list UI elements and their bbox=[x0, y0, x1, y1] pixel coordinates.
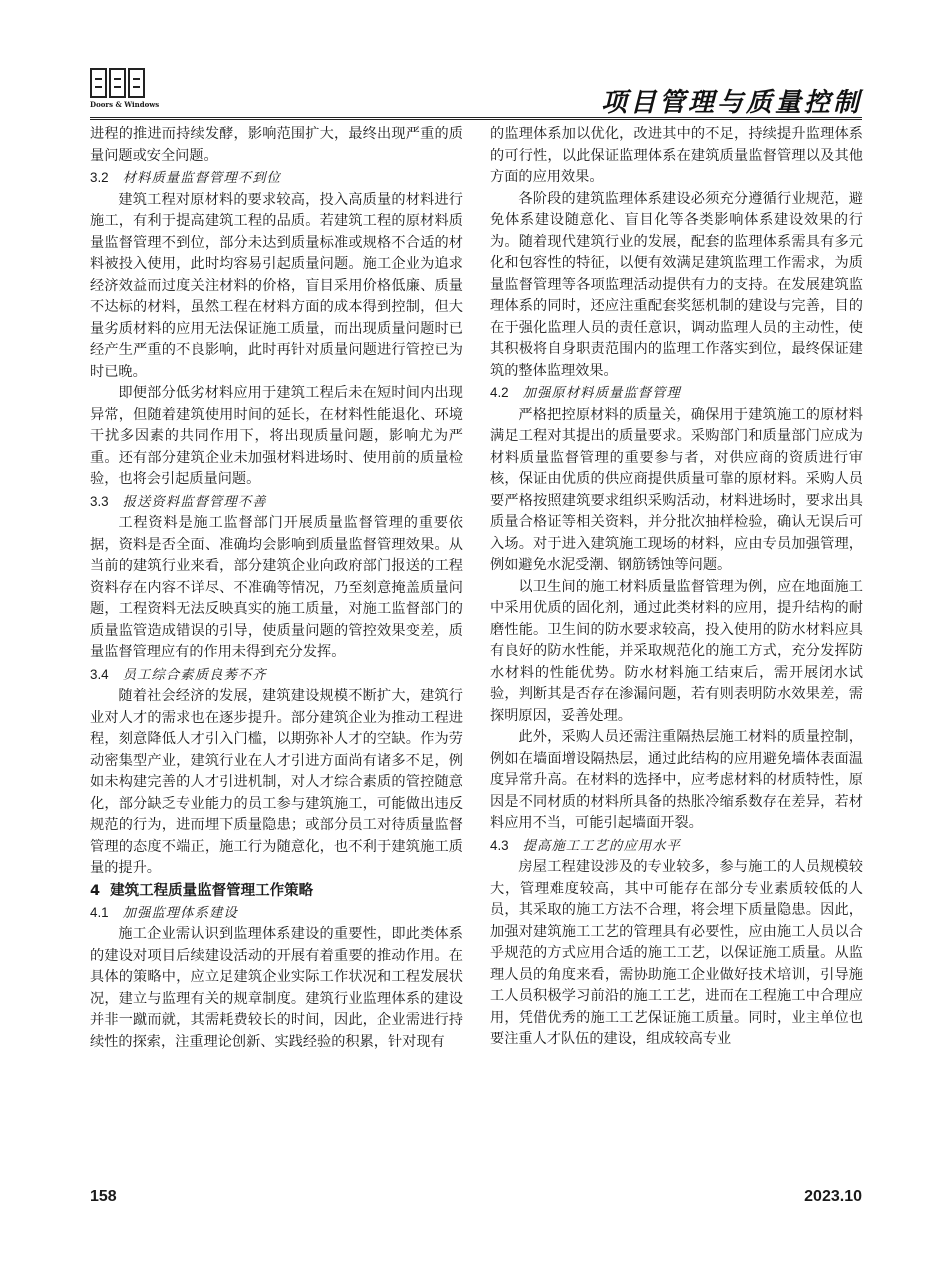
heading-title: 提高施工工艺的应用水平 bbox=[522, 838, 681, 854]
subsection-heading-4-3 bbox=[490, 835, 863, 858]
heading-number: 4.3 bbox=[490, 837, 509, 853]
paragraph: 施工企业需认识到监理体系建设的重要性，即此类体系的建设对项目后续建设活动的开展有着重要的推动作用。在具体的策略中，应立足建筑企业实际工作状况和工程发展状况，建立与监理有关的规章制度。建筑行业监理体系的建设并非一蹴而就，其需耗费较长的时间，因此，企业需进行持续性的探索，注重理论创新、实践经验的积累，针对现有 bbox=[90, 926, 463, 1050]
heading-number: 3.3 bbox=[90, 493, 109, 509]
paragraph: 随着社会经济的发展，建筑建设规模不断扩大，建筑行业对人才的需求也在逐步提升。部分建筑企业为推动工程进程，刻意降低人才引入门槛，以期弥补人才的空缺。作为劳动密集型产业，建筑行业在人才引进方面尚有诸多不足，例如未构建完善的人才引进机制，对人才综合素质的管控随意化，部分缺乏专业能力的员工参与建筑施工，可能做出违反规范的行为，进而埋下质量隐患；或部分员工对待质量监督管理的态度不端正，施工行为随意化，也不利于建筑施工质量的提升。 bbox=[90, 688, 463, 876]
paragraph: 严格把控原材料的质量关，确保用于建筑施工的原材料满足工程对其提出的质量要求。采购部门和质量部门应成为材料质量监督管理的重要参与者，对供应商的资质进行审核，保证由优质的供应商提供质量可靠的原材料。采购人员要严格按照建筑要求组织采购活动，材料进场时，要求出具质量合格证等相关资料，并分批次抽样检验，确认无误后可入场。对于进入建筑施工现场的材料，应由专员加强管理，例如避免水泥受潮、钢筋锈蚀等问题。 bbox=[490, 406, 863, 573]
heading-title: 材料质量监督管理不到位 bbox=[122, 171, 281, 186]
heading-number: 3.4 bbox=[90, 666, 109, 682]
heading-title: 员工综合素质良莠不齐 bbox=[122, 667, 267, 683]
heading-title: 加强原材料质量监督管理 bbox=[522, 386, 681, 401]
paragraph: 各阶段的建筑监理体系建设必须充分遵循行业规范，避免体系建设随意化、盲目化等各类影响体系建设效果的行为。随着现代建筑行业的发展，配套的监理体系需具有多元化和包容性的特征，以便有效满足建筑监理工作需求，为质量监督管理等各项监理活动提供有力的支持。在发展建筑监理体系的同时，还应注重配套奖惩机制的建设与完善，目的在于强化监理人员的责任意识，调动监理人员的主动性，使其积极将自身职责范围内的监理工作落实到位，最终保证建筑的整体监理效果。 bbox=[490, 190, 863, 379]
page-number: 158 bbox=[90, 1188, 117, 1205]
header-rule bbox=[90, 117, 862, 120]
subsection-heading-4-1 bbox=[90, 902, 463, 925]
paragraph: 建筑工程对原材料的要求较高，投入高质量的材料进行施工，有利于提高建筑工程的品质。若建筑工程的原材料质量监督管理不到位，部分未达到质量标准或规格不合适的材料被投入使用，此时均容易引起质量问题。施工企业为追求经济效益而过度关注材料的价格，盲目采用价格低廉、质量不达标的材料，虽然工程在材料方面的成本得到控制，但大量劣质材料的应用无法保证施工质量，而出现质量问题时已经产生严重的不良影响，此时再针对质量问题进行管控已为时已晚。 bbox=[90, 191, 463, 380]
heading-number: 3.2 bbox=[90, 170, 109, 185]
heading-number: 4.1 bbox=[90, 904, 109, 920]
section-title: 项目管理与质量控制 bbox=[600, 88, 862, 118]
subsection-heading-3-2 bbox=[90, 167, 463, 190]
paragraph: 工程资料是施工监督部门开展质量监督管理的重要依据，资料是否全面、准确均会影响到质量监督管理效果。从当前的建筑行业来看，部分建筑企业向政府部门报送的工程资料存在内容不详尽、不准确等情况，乃至刻意掩盖质量问题，工程资料无法反映真实的施工质量，对施工监督部门的质量监管造成错误的引导，使质量问题的管控效果变差，质量监督管理应有的作用未得到充分发挥。 bbox=[90, 515, 463, 660]
doors-windows-logo bbox=[90, 68, 170, 109]
section-heading-4 bbox=[90, 880, 463, 902]
heading-title: 报送资料监督管理不善 bbox=[122, 494, 267, 510]
paragraph: 以卫生间的施工材料质量监督管理为例，应在地面施工中采用优质的固化剂，通过此类材料的应用，提升结构的耐磨性能。卫生间的防水要求较高，投入使用的防水材料应具有良好的防水性能，并采取规范化的施工方式，充分发挥防水材料的性能优势。防水材料施工结束后，需开展闭水试验，判断其是否存在渗漏问题，若有则表明防水效果差，需探明原因，妥善处理。 bbox=[490, 578, 863, 724]
page-header bbox=[0, 0, 950, 120]
window-icon bbox=[90, 68, 170, 98]
subsection-heading-4-2 bbox=[490, 382, 863, 405]
paragraph: 即便部分低劣材料应用于建筑工程后未在短时间内出现异常，但随着建筑使用时间的延长，在材料性能退化、环境干扰多因素的共同作用下，将出现质量问题，影响尤为严重。还有部分建筑企业未加强材料进场时、使用前的质量检验，也将会引起质量问题。 bbox=[90, 385, 463, 487]
issue-date: 2023.10 bbox=[804, 1188, 862, 1205]
left-column bbox=[90, 124, 463, 1053]
heading-number: 4.2 bbox=[490, 385, 509, 400]
subsection-heading-3-4 bbox=[90, 664, 463, 687]
logo-text: Doors & Windows bbox=[90, 100, 160, 109]
paragraph: 此外，采购人员还需注重隔热层施工材料的质量控制，例如在墙面增设隔热层，通过此结构的应用避免墙体表面温度异常升高。在材料的选择中，应考虑材料的材质特性，原因是不同材质的材料所具备的热胀冷缩系数存在差异，若材料应用不当，可能引起墙面开裂。 bbox=[490, 729, 863, 831]
heading-number: 4 bbox=[90, 882, 101, 899]
heading-title: 加强监理体系建设 bbox=[122, 905, 238, 921]
paragraph: 进程的推进而持续发酵，影响范围扩大，最终出现严重的质量问题或安全问题。 bbox=[90, 126, 463, 164]
right-column bbox=[490, 124, 863, 1051]
subsection-heading-3-3 bbox=[90, 491, 463, 514]
heading-title: 建筑工程质量监督管理工作策略 bbox=[110, 882, 314, 899]
paragraph: 房屋工程建设涉及的专业较多，参与施工的人员规模较大，管理难度较高，其中可能存在部分专业素质较低的人员，其采取的施工方法不合理，将会埋下质量隐患。因此，加强对建筑施工工艺的管理具有必要性，应由施工人员以合乎规范的方式应用合适的施工工艺，以保证施工质量。从监理人员的角度来看，需协助施工企业做好技术培训，引导施工人员积极学习前沿的施工工艺，进而在工程施工中合理应用，凭借优秀的施工工艺保证施工质量。同时，业主单位也要注重人才队伍的建设，组成较高专业 bbox=[490, 859, 863, 1047]
paragraph: 的监理体系加以优化，改进其中的不足，持续提升监理体系的可行性，以此保证监理体系在建筑质量监督管理以及其他方面的应用效果。 bbox=[490, 126, 863, 185]
